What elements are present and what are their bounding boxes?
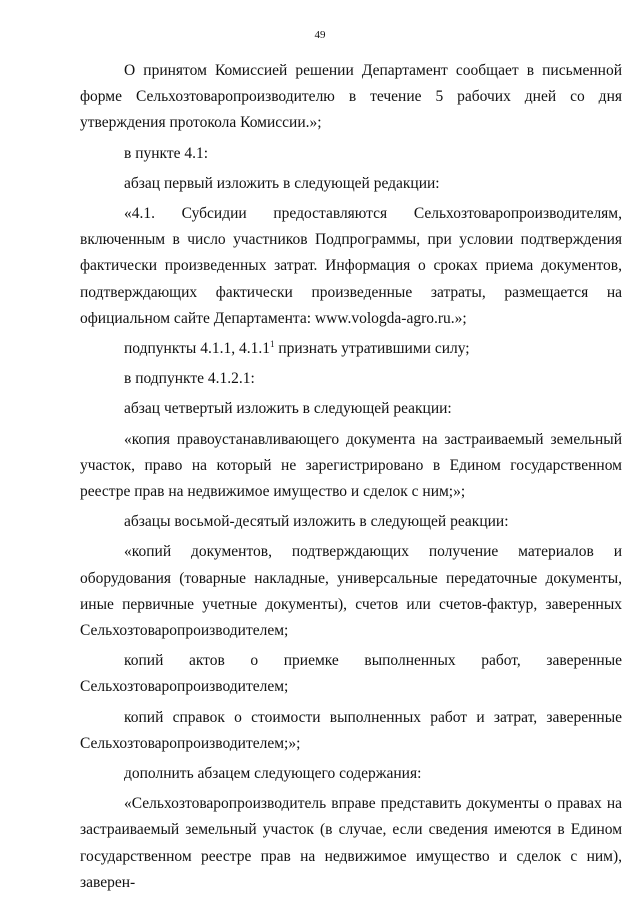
paragraph: «4.1. Субсидии предоставляются Сельхозтоваропроизводителям, включенным в число участников Подпрограммы, при условии подтверждения фактически произведенных затрат. Информация о сроках приема документов, подтверждающих фактически произведенные затраты, размещается на официальном сайте Департамента: www.vologda-agro.ru.»; (80, 205, 622, 327)
superscript: 1 (269, 339, 275, 350)
paragraph: дополнить абзацем следующего содержания: (124, 765, 422, 783)
page-number: 49 (314, 29, 326, 41)
paragraph: в пункте 4.1: (124, 144, 209, 162)
paragraph: «копий документов, подтверждающих получение материалов и оборудования (товарные накладные, универсальные передаточные документы, иные первичные учетные документы), счетов или счетов-фактур, заверенных Сельхозтоваропроизводителем; (80, 543, 622, 640)
paragraph: «Сельхозтоваропроизводитель вправе представить документы о правах на застраиваемый земельный участок (в случае, если сведения имеются в Едином государственном реестре прав на недвижимое имущество и сделок с ним), заверен- (80, 795, 622, 891)
paragraph: абзац четвертый изложить в следующей реакции: (124, 400, 452, 418)
paragraph-text: подпункты 4.1.1, 4.1.1 (124, 340, 270, 358)
paragraph: копий справок о стоимости выполненных работ и затрат, заверенные Сельхозтоваропроизводителем;»; (80, 708, 622, 752)
paragraph-text: признать утратившими силу; (274, 340, 470, 358)
paragraph: «копия правоустанавливающего документа на застраиваемый земельный участок, право на который не зарегистрировано в Едином государственном реестре прав на недвижимое имущество и сделок с ним;»; (80, 430, 622, 501)
paragraph: абзац первый изложить в следующей редакции: (124, 174, 440, 192)
paragraph-with-superscript (80, 336, 622, 362)
paragraph: копий актов о приемке выполненных работ, заверенные Сельхозтоваропроизводителем; (80, 652, 622, 696)
paragraph: О принятом Комиссией решении Департамент сообщает в письменной форме Сельхозтоваропроизводителю в течение 5 рабочих дней со дня утверждения протокола Комиссии.»; (80, 62, 622, 132)
paragraph: абзацы восьмой-десятый изложить в следующей реакции: (124, 513, 509, 531)
paragraph: в подпункте 4.1.2.1: (124, 370, 255, 388)
document-body (80, 58, 622, 900)
